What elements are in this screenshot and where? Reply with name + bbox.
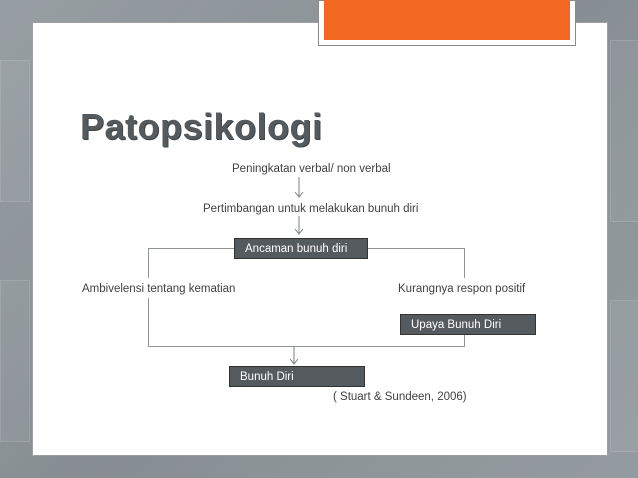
connector-left-upper (148, 248, 149, 278)
threat-box: Ancaman bunuh diri (234, 238, 368, 259)
result-box: Bunuh Diri (229, 366, 365, 387)
background-tile (610, 40, 638, 222)
connector-top-left (148, 248, 234, 249)
background-tile (0, 60, 30, 202)
accent-bar (324, 0, 570, 40)
connector-right-lower (464, 334, 465, 346)
flow-step-verbal: Peningkatan verbal/ non verbal (232, 163, 391, 175)
background-tile (610, 300, 638, 452)
branch-ambivalence: Ambivelensi tentang kematian (82, 283, 236, 295)
connector-bottom (148, 346, 465, 347)
background-tile (0, 280, 30, 442)
flow-step-consideration: Pertimbangan untuk melakukan bunuh diri (203, 203, 419, 215)
arrow-down-icon (294, 177, 304, 199)
connector-left-lower (148, 298, 149, 346)
branch-lack-response: Kurangnya respon positif (398, 283, 526, 295)
slide-title: Patopsikologi (80, 106, 323, 147)
arrow-down-icon (294, 216, 304, 238)
arrow-down-icon (289, 346, 299, 366)
connector-top-right (368, 248, 464, 249)
citation: ( Stuart & Sundeen, 2006) (333, 391, 467, 403)
connector-right-upper (464, 248, 465, 278)
attempt-box: Upaya Bunuh Diri (400, 314, 536, 335)
